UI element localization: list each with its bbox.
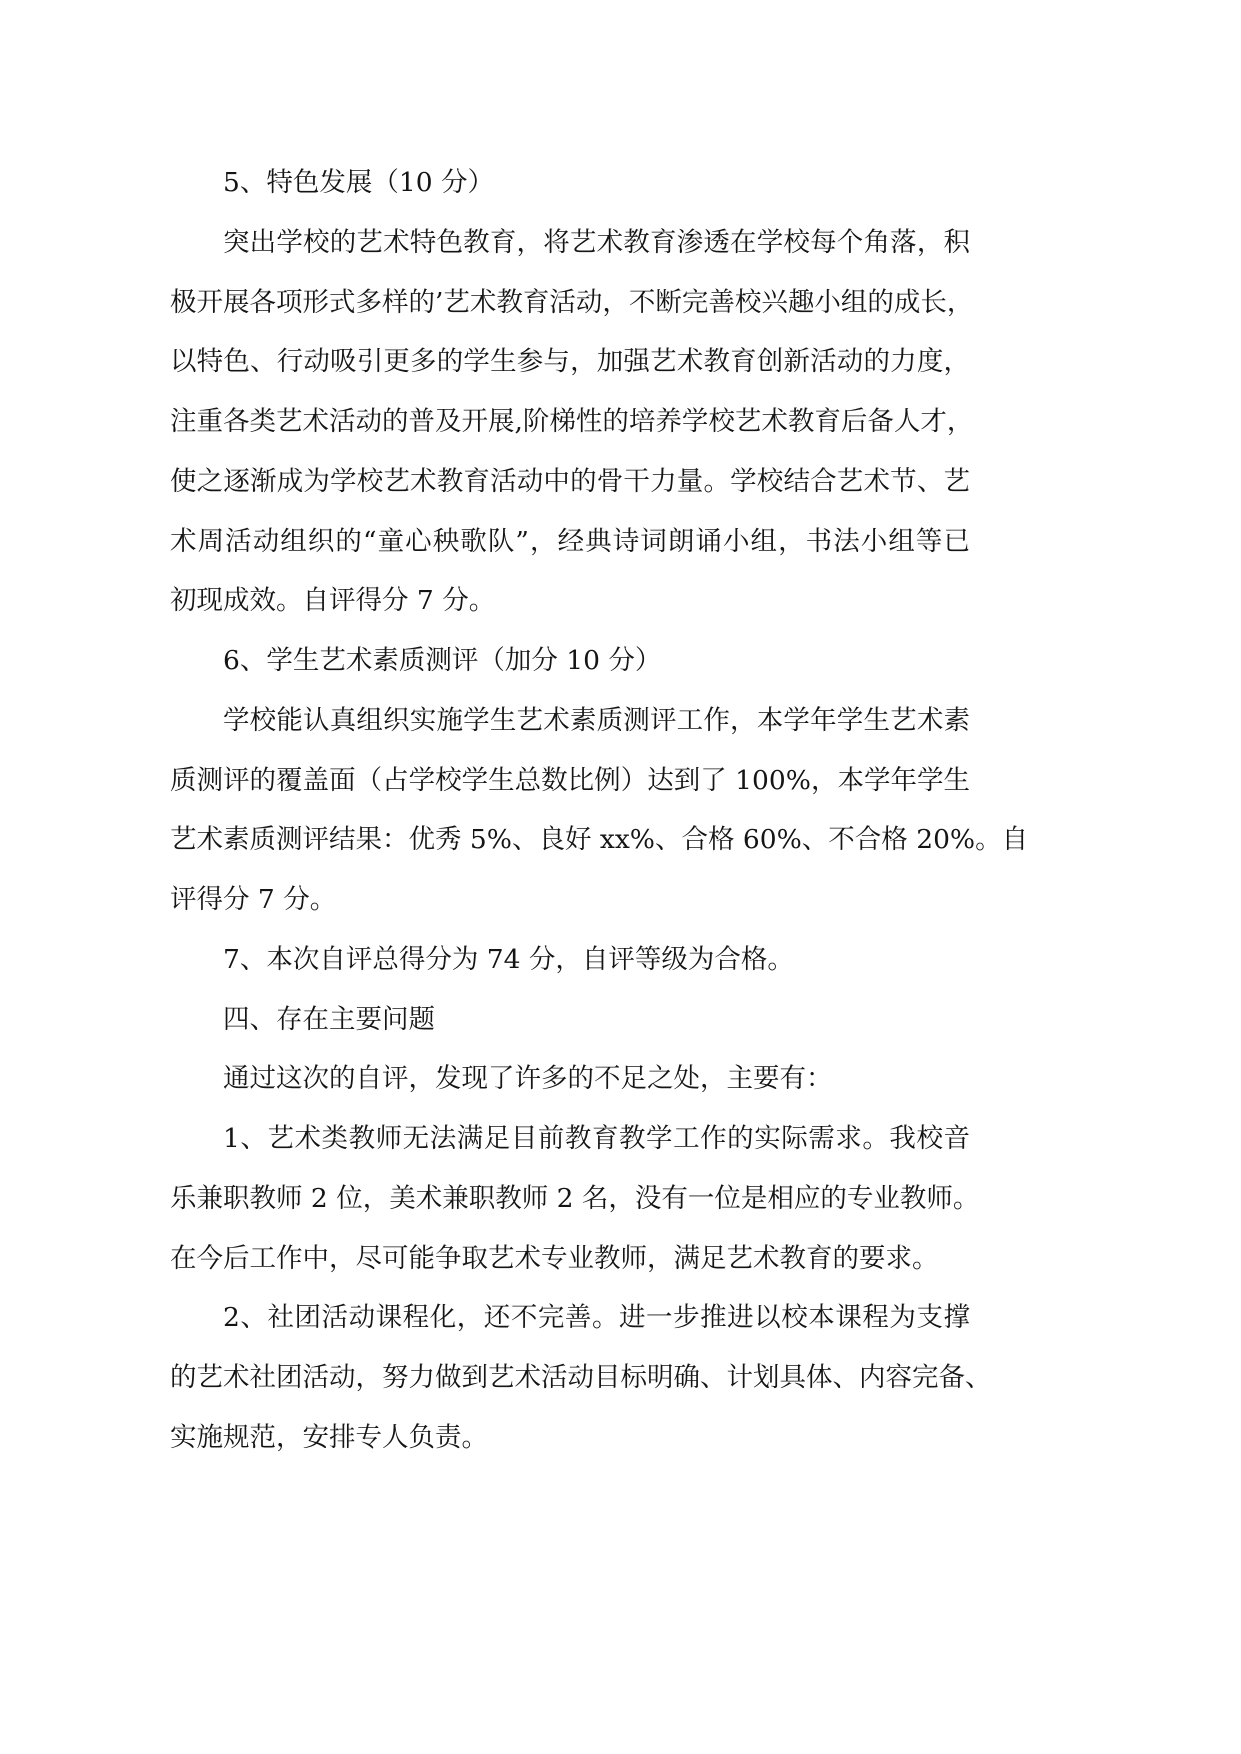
text-line: 6、学生艺术素质测评（加分 10 分） [223, 645, 662, 676]
text-line: 实施规范，安排专人负责。 [170, 1421, 488, 1453]
paragraph [170, 691, 1029, 930]
text-line: 1、艺术类教师无法满足目前教育教学工作的实际需求。我校音 [223, 1123, 970, 1154]
text-line: 质测评的覆盖面（占学校学生总数比例）达到了 100%，本学年学生 [170, 764, 970, 796]
paragraph [170, 631, 970, 691]
paragraph [170, 1049, 970, 1109]
paragraph [170, 1109, 980, 1288]
text-line: 四、存在主要问题 [223, 1003, 435, 1035]
paragraph [170, 990, 970, 1050]
text-line: 使之逐渐成为学校艺术教育活动中的骨干力量。学校结合艺术节、艺 [170, 465, 970, 497]
text-line: 术周活动组织的“童心秧歌队”，经典诗词朗诵小组，书法小组等已 [170, 525, 970, 557]
paragraph [170, 153, 970, 213]
text-line: 7、本次自评总得分为 74 分，自评等级为合格。 [223, 943, 794, 975]
text-line: 在今后工作中，尽可能争取艺术专业教师，满足艺术教育的要求。 [170, 1242, 939, 1274]
document-body [170, 153, 1029, 1468]
text-line: 通过这次的自评，发现了许多的不足之处，主要有： [223, 1063, 833, 1095]
text-line: 艺术素质测评结果：优秀 5%、良好 xx%、合格 60%、不合格 20%。自 [170, 824, 1029, 856]
text-line: 2、社团活动课程化，还不完善。进一步推进以校本课程为支撑 [223, 1302, 970, 1334]
text-line: 学校能认真组织实施学生艺术素质测评工作，本学年学生艺术素 [223, 704, 970, 736]
text-line: 的艺术社团活动，努力做到艺术活动目标明确、计划具体、内容完备、 [170, 1362, 992, 1393]
text-line: 以特色、行动吸引更多的学生参与，加强艺术教育创新活动的力度， [170, 346, 970, 378]
text-line: 乐兼职教师 2 位，美术兼职教师 2 名，没有一位是相应的专业教师。 [170, 1182, 980, 1214]
text-line: 极开展各项形式多样的’艺术教育活动，不断完善校兴趣小组的成长， [170, 286, 974, 318]
text-line: 突出学校的艺术特色教育，将艺术教育渗透在学校每个角落，积 [223, 226, 970, 258]
paragraph [170, 1288, 992, 1467]
text-line: 评得分 7 分。 [170, 884, 337, 915]
text-line: 5、特色发展（10 分） [223, 167, 495, 198]
paragraph [170, 930, 970, 990]
text-line: 注重各类艺术活动的普及开展,阶梯性的培养学校艺术教育后备人才， [170, 406, 974, 437]
text-line: 初现成效。自评得分 7 分。 [170, 585, 496, 617]
paragraph [170, 213, 974, 631]
